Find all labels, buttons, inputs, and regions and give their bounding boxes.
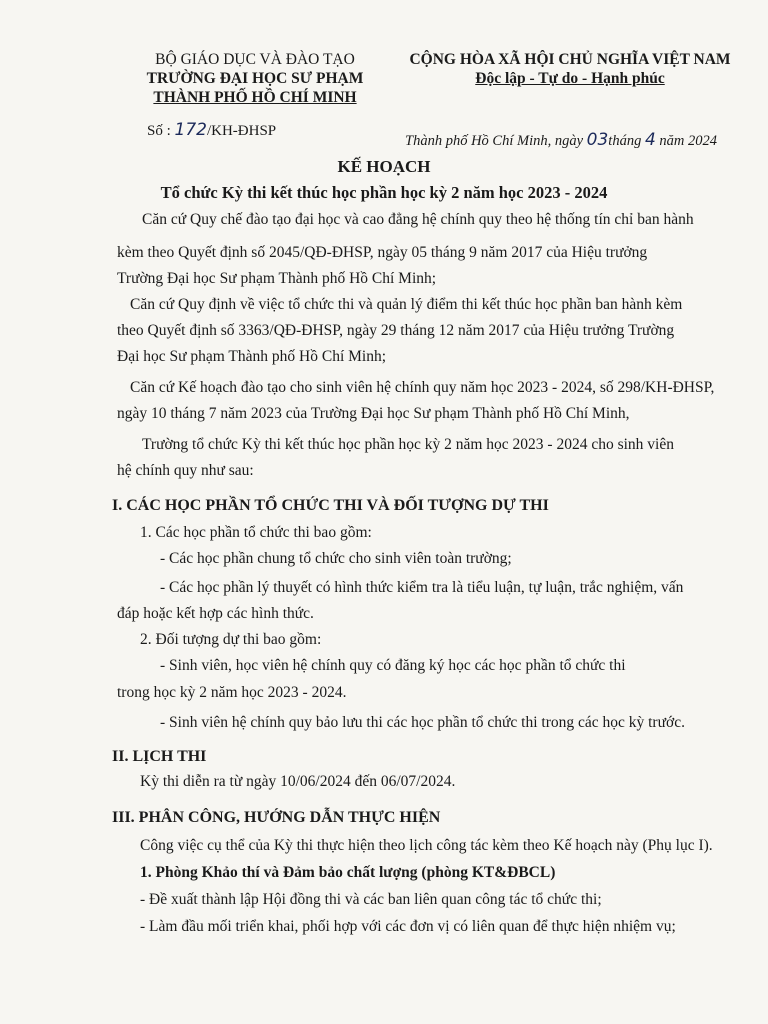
list-item: - Làm đầu mối triển khai, phối hợp với các đơn vị có liên quan để thực hiện nhiệm vụ; xyxy=(140,918,676,935)
paragraph-line: Trường Đại học Sư phạm Thành phố Hồ Chí Minh; xyxy=(117,270,437,287)
list-item: - Các học phần lý thuyết có hình thức kiểm tra là tiểu luận, tự luận, trắc nghiệm, vấn xyxy=(160,579,684,596)
paragraph-line: hệ chính quy như sau: xyxy=(117,462,254,479)
paragraph-line: Căn cứ Quy định về việc tổ chức thi và quản lý điểm thi kết thúc học phần ban hành kèm xyxy=(130,296,683,313)
header-left xyxy=(100,50,410,107)
handwritten-day: 03 xyxy=(586,130,609,150)
paragraph-line: Trường tổ chức Kỳ thi kết thúc học phần học kỳ 2 năm học 2023 - 2024 cho sinh viên xyxy=(142,436,674,453)
so-label: Số : xyxy=(147,123,171,139)
list-item: 1. Các học phần tổ chức thi bao gồm: xyxy=(140,524,372,541)
list-item-continuation: trong học kỳ 2 năm học 2023 - 2024. xyxy=(117,684,347,701)
section-heading: III. PHÂN CÔNG, HƯỚNG DẪN THỰC HIỆN xyxy=(112,809,441,826)
list-item: - Đề xuất thành lập Hội đồng thi và các ban liên quan công tác tổ chức thi; xyxy=(140,891,602,908)
date-month-label: tháng xyxy=(608,133,642,149)
paragraph-line: Căn cứ Kế hoạch đào tạo cho sinh viên hệ chính quy năm học 2023 - 2024, số 298/KH-ĐHSP, xyxy=(130,379,715,396)
date-prefix: Thành phố Hồ Chí Minh, ngày xyxy=(405,133,584,149)
subsection-heading: 1. Phòng Khảo thí và Đảm bảo chất lượng (phòng KT&ĐBCL) xyxy=(140,864,556,881)
document-subtitle: Tổ chức Kỳ thi kết thúc học phần học kỳ 2 năm học 2023 - 2024 xyxy=(160,183,608,202)
section-heading: II. LỊCH THI xyxy=(112,748,207,765)
ministry-name: BỘ GIÁO DỤC VÀ ĐÀO TẠO xyxy=(155,51,355,68)
handwritten-number: 172 xyxy=(174,120,207,140)
document-date xyxy=(405,130,717,150)
paragraph-line: Căn cứ Quy chế đào tạo đại học và cao đẳng hệ chính quy theo hệ thống tín chỉ ban hành xyxy=(142,211,694,228)
paragraph-line: theo Quyết định số 3363/QĐ-ĐHSP, ngày 29 tháng 12 năm 2017 của Hiệu trưởng Trường xyxy=(117,322,675,339)
handwritten-month: 4 xyxy=(644,130,656,150)
paragraph-line: ngày 10 tháng 7 năm 2023 của Trường Đại học Sư phạm Thành phố Hồ Chí Minh, xyxy=(117,405,630,422)
paragraph-line: kèm theo Quyết định số 2045/QĐ-ĐHSP, ngày 05 tháng 9 năm 2017 của Hiệu trưởng xyxy=(117,244,648,261)
list-item: - Sinh viên, học viên hệ chính quy có đăng ký học các học phần tổ chức thi xyxy=(160,657,626,674)
country-name: CỘNG HÒA XÃ HỘI CHỦ NGHĨA VIỆT NAM xyxy=(409,51,731,68)
document-title: KẾ HOẠCH xyxy=(337,157,431,176)
date-year: năm 2024 xyxy=(659,133,718,149)
so-suffix: /KH-ĐHSP xyxy=(206,123,277,139)
paragraph-line: Đại học Sư phạm Thành phố Hồ Chí Minh; xyxy=(117,348,387,365)
list-item: - Sinh viên hệ chính quy bảo lưu thi các học phần tổ chức thi trong các học kỳ trước. xyxy=(160,714,685,731)
list-item-continuation: đáp hoặc kết hợp các hình thức. xyxy=(117,605,314,622)
list-item: 2. Đối tượng dự thi bao gồm: xyxy=(140,631,322,648)
paragraph-line: Công việc cụ thể của Kỳ thi thực hiện theo lịch công tác kèm theo Kế hoạch này (Phụ lục I). xyxy=(140,837,713,854)
section-heading: I. CÁC HỌC PHẦN TỔ CHỨC THI VÀ ĐỐI TƯỢNG DỰ THI xyxy=(112,497,549,514)
document-number xyxy=(147,120,276,140)
national-motto: Độc lập - Tự do - Hạnh phúc xyxy=(475,70,665,87)
header-right xyxy=(400,50,740,88)
university-name-line1: TRƯỜNG ĐẠI HỌC SƯ PHẠM xyxy=(146,70,364,87)
university-name-line2: THÀNH PHỐ HỒ CHÍ MINH xyxy=(153,89,357,106)
paragraph-line: Kỳ thi diễn ra từ ngày 10/06/2024 đến 06/07/2024. xyxy=(140,773,456,790)
list-item: - Các học phần chung tổ chức cho sinh viên toàn trường; xyxy=(160,550,512,567)
